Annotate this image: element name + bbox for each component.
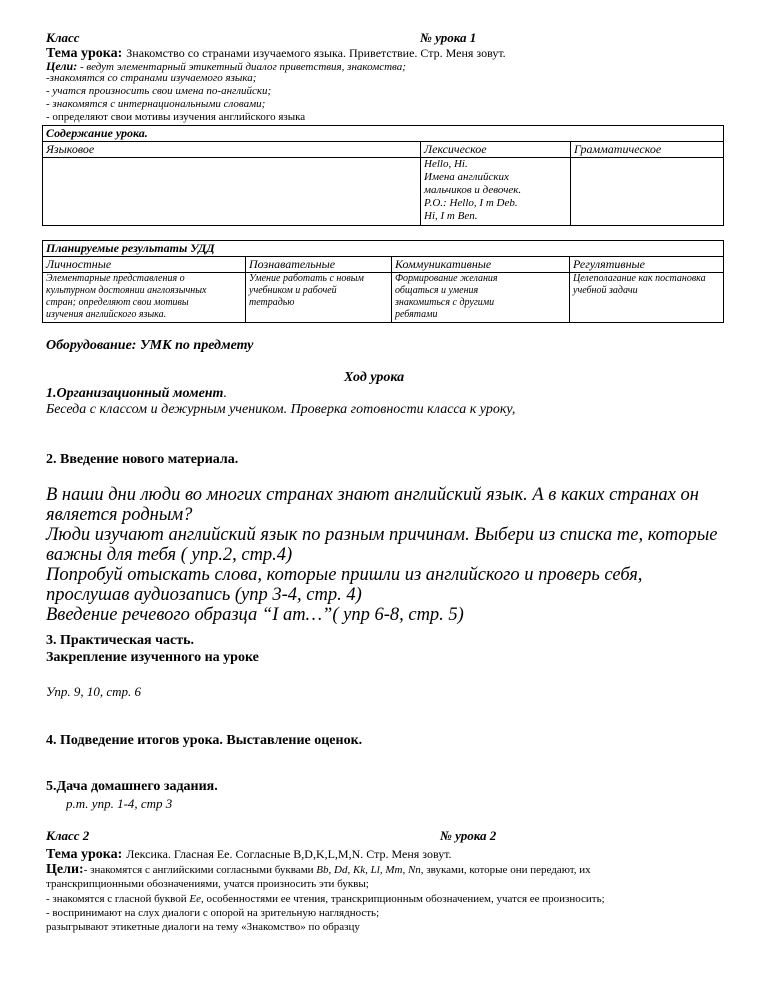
lexical-line: Hi, I m Ben. bbox=[424, 210, 478, 222]
goals-line-2 bbox=[46, 862, 591, 878]
content-header-grammar: Грамматическое bbox=[571, 142, 724, 158]
goals-letters: Bb, Dd, Kk, Ll, Mm, Nn bbox=[316, 864, 421, 876]
topic-label: Тема урока: bbox=[46, 46, 123, 61]
step2-title: 2. Введение нового материала. bbox=[46, 452, 239, 467]
cell-line: учебником и рабочей bbox=[249, 285, 337, 296]
step3-text: Упр. 9, 10, стр. 6 bbox=[46, 684, 142, 699]
class-label-2: Класс 2 bbox=[46, 828, 90, 843]
cell-line: общаться и умения bbox=[395, 285, 479, 296]
goals-line-2d: - воспринимают на слух диалоги с опорой на зрительную наглядность; bbox=[46, 907, 380, 919]
lexical-line: Имена английских bbox=[424, 171, 509, 183]
topic-label-2: Тема урока: bbox=[46, 847, 123, 862]
lesson-number: № урока 1 bbox=[420, 30, 477, 45]
step1-heading bbox=[46, 386, 227, 402]
goals-text: , звуками, которые они передают, их bbox=[420, 864, 591, 876]
results-cell-personal bbox=[43, 273, 246, 323]
cell-line: стран; определяют свои мотивы bbox=[46, 297, 189, 308]
lexical-line: Р.О.: Hello, I m Deb. bbox=[424, 197, 518, 209]
lexical-line: мальчиков и девочек. bbox=[424, 184, 522, 196]
content-table-title: Содержание урока. bbox=[43, 126, 724, 142]
goals-line-2c bbox=[46, 893, 605, 905]
results-cell-regulatory bbox=[570, 273, 724, 323]
step5-title: 5.Дача домашнего задания. bbox=[46, 779, 218, 794]
content-header-lexical: Лексическое bbox=[421, 142, 571, 158]
step5-text: р.т. упр. 1-4, стр 3 bbox=[66, 796, 173, 811]
step4-title: 4. Подведение итогов урока. Выставление оценок. bbox=[46, 733, 363, 748]
results-header-regulatory: Регулятивные bbox=[570, 257, 724, 273]
goals-label: Цели: bbox=[46, 59, 78, 73]
results-header-cognitive: Познавательные bbox=[246, 257, 392, 273]
goals-letter: Ee bbox=[189, 893, 202, 905]
results-cell-communicative bbox=[392, 273, 570, 323]
step1-text: Беседа с классом и дежурным учеником. Проверка готовности класса к уроку, bbox=[46, 402, 516, 417]
cell-line: знакомиться с другими bbox=[395, 297, 495, 308]
goal-item-last: - определяют свои мотивы изучения английского языка bbox=[46, 111, 306, 123]
lexical-line: Hello, Hi. bbox=[424, 158, 468, 170]
cell-line: Целеполагание как постановка bbox=[573, 273, 706, 284]
content-cell-language bbox=[43, 158, 421, 226]
cell-line: Элементарные представления о bbox=[46, 273, 185, 284]
cell-line: изучения английского языка. bbox=[46, 309, 167, 320]
goals-text: - знакомятся с гласной буквой bbox=[46, 893, 190, 905]
step1-dot: . bbox=[223, 386, 227, 401]
goal-item: - учатся произносить свои имена по-английски; bbox=[46, 85, 272, 97]
results-header-communicative: Коммуникативные bbox=[392, 257, 570, 273]
cell-line: тетрадью bbox=[249, 297, 295, 308]
equipment-line: Оборудование: УМК по предмету bbox=[46, 338, 254, 353]
cell-line: Формирование желания bbox=[395, 273, 498, 284]
step2-line: Попробуй отыскать слова, которые пришли из английского и проверь себя, bbox=[46, 565, 643, 585]
goals-first: - ведут элементарный этикетный диалог приветствия, знакомства; bbox=[79, 61, 406, 73]
content-table bbox=[42, 125, 724, 226]
goals-line-2e: разыгрывают этикетные диалоги на тему «Знакомство» по образцу bbox=[46, 921, 360, 933]
cell-line: учебной задачи bbox=[573, 285, 638, 296]
step3-subtitle: Закрепление изученного на уроке bbox=[46, 650, 259, 665]
content-cell-grammar bbox=[571, 158, 724, 226]
step1-title: 1.Организационный момент bbox=[46, 386, 224, 401]
results-header-personal: Личностные bbox=[43, 257, 246, 273]
results-cell-cognitive bbox=[246, 273, 392, 323]
step2-line: Введение речевого образца “I am…”( упр 6-8, стр. 5) bbox=[46, 605, 464, 625]
step3-title: 3. Практическая часть. bbox=[46, 633, 194, 648]
content-header-language: Языковое bbox=[43, 142, 421, 158]
step2-line: важны для тебя ( упр.2, стр.4) bbox=[46, 545, 293, 565]
topic-text-2: Лексика. Гласная Ee. Согласные B,D,K,L,M,N. Стр. Меня зовут. bbox=[126, 847, 452, 861]
results-table bbox=[42, 240, 724, 323]
cell-line: Умение работать с новым bbox=[249, 273, 364, 284]
goals-text: , особенностями ее чтения, транскрипционным обозначением, учатся ее произносить; bbox=[201, 893, 605, 905]
goal-item: -знакомятся со странами изучаемого языка; bbox=[46, 72, 257, 84]
topic-text: Знакомство со странами изучаемого языка. Приветствие. Стр. Меня зовут. bbox=[126, 46, 506, 60]
step2-line: прослушав аудиозапись (упр 3-4, стр. 4) bbox=[46, 585, 362, 605]
results-table-title: Планируемые результаты УДД bbox=[43, 241, 724, 257]
step2-line: В наши дни люди во многих странах знают английский язык. А в каких странах он bbox=[46, 485, 699, 505]
cell-line: культурном достоянии англоязычных bbox=[46, 285, 207, 296]
goals-label-2: Цели: bbox=[46, 862, 84, 877]
step2-line: Люди изучают английский язык по разным причинам. Выбери из списка те, которые bbox=[46, 525, 718, 545]
step2-line: является родным? bbox=[46, 505, 193, 525]
content-cell-lexical bbox=[421, 158, 571, 226]
goal-item: - знакомятся с интернациональными словами; bbox=[46, 98, 266, 110]
goals-text: - знакомятся с английскими согласными буквами bbox=[83, 864, 317, 876]
goals-line-2b: транскрипционными обозначениями, учатся произносить эти буквы; bbox=[46, 878, 369, 890]
topic-line-2 bbox=[46, 845, 452, 863]
course-title: Ход урока bbox=[344, 370, 405, 385]
lesson-number-2: № урока 2 bbox=[440, 828, 497, 843]
cell-line: ребятами bbox=[395, 309, 438, 320]
class-label: Класс bbox=[46, 30, 80, 45]
